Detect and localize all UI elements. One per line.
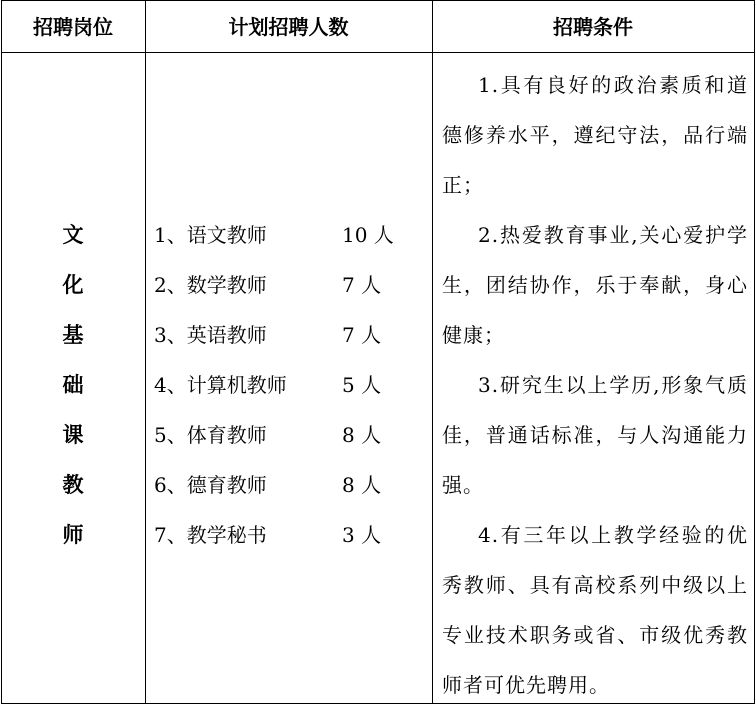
header-planned-count: 计划招聘人数 [228,15,349,39]
header-position: 招聘岗位 [33,15,113,39]
column-divider-2 [432,0,433,704]
plan-subject: 2、数学教师 [154,273,267,297]
condition-paragraph: 1.具有良好的政治素质和道德修养水平，遵纪守法，品行端正； [442,73,748,197]
plan-subject: 7、教学秘书 [154,523,267,547]
table-border-right [754,0,755,704]
header-divider [1,52,755,53]
column-divider-1 [145,0,146,704]
recruitment-table [1,0,755,704]
position-cell [45,210,101,560]
plan-cell [154,210,414,560]
plan-subject: 5、体育教师 [154,423,267,447]
plan-row [154,310,414,360]
position-char: 础 [62,373,84,397]
position-char: 教 [62,473,84,497]
plan-subject: 6、德育教师 [154,473,267,497]
position-char: 课 [62,423,84,447]
plan-subject: 4、计算机教师 [154,373,287,397]
plan-count: 10 人 [342,223,394,247]
plan-row [154,460,414,510]
position-char: 化 [62,273,84,297]
condition-paragraph: 3.研究生以上学历,形象气质佳，普通话标准，与人沟通能力强。 [442,373,748,497]
table-border-left [1,0,2,704]
header-conditions: 招聘条件 [553,15,633,39]
plan-subject: 1、语文教师 [154,223,267,247]
position-char: 基 [62,323,84,347]
table-border-top [1,0,755,1]
condition-paragraph: 4.有三年以上教学经验的优秀教师、具有高校系列中级以上专业技术职务或省、市级优秀教师者可优先聘用。 [442,523,748,697]
plan-count: 8 人 [342,423,382,447]
position-char: 文 [62,223,84,247]
plan-count: 5 人 [342,373,382,397]
plan-row [154,210,414,260]
plan-row [154,360,414,410]
plan-row [154,260,414,310]
plan-row [154,410,414,460]
plan-count: 3 人 [342,523,382,547]
plan-count: 7 人 [342,323,382,347]
position-char: 师 [62,523,84,547]
plan-row [154,510,414,560]
plan-count: 8 人 [342,473,382,497]
plan-count: 7 人 [342,273,382,297]
plan-subject: 3、英语教师 [154,323,267,347]
condition-paragraph: 2.热爱教育事业,关心爱护学生，团结协作，乐于奉献，身心健康； [442,223,748,347]
conditions-cell [442,60,748,710]
